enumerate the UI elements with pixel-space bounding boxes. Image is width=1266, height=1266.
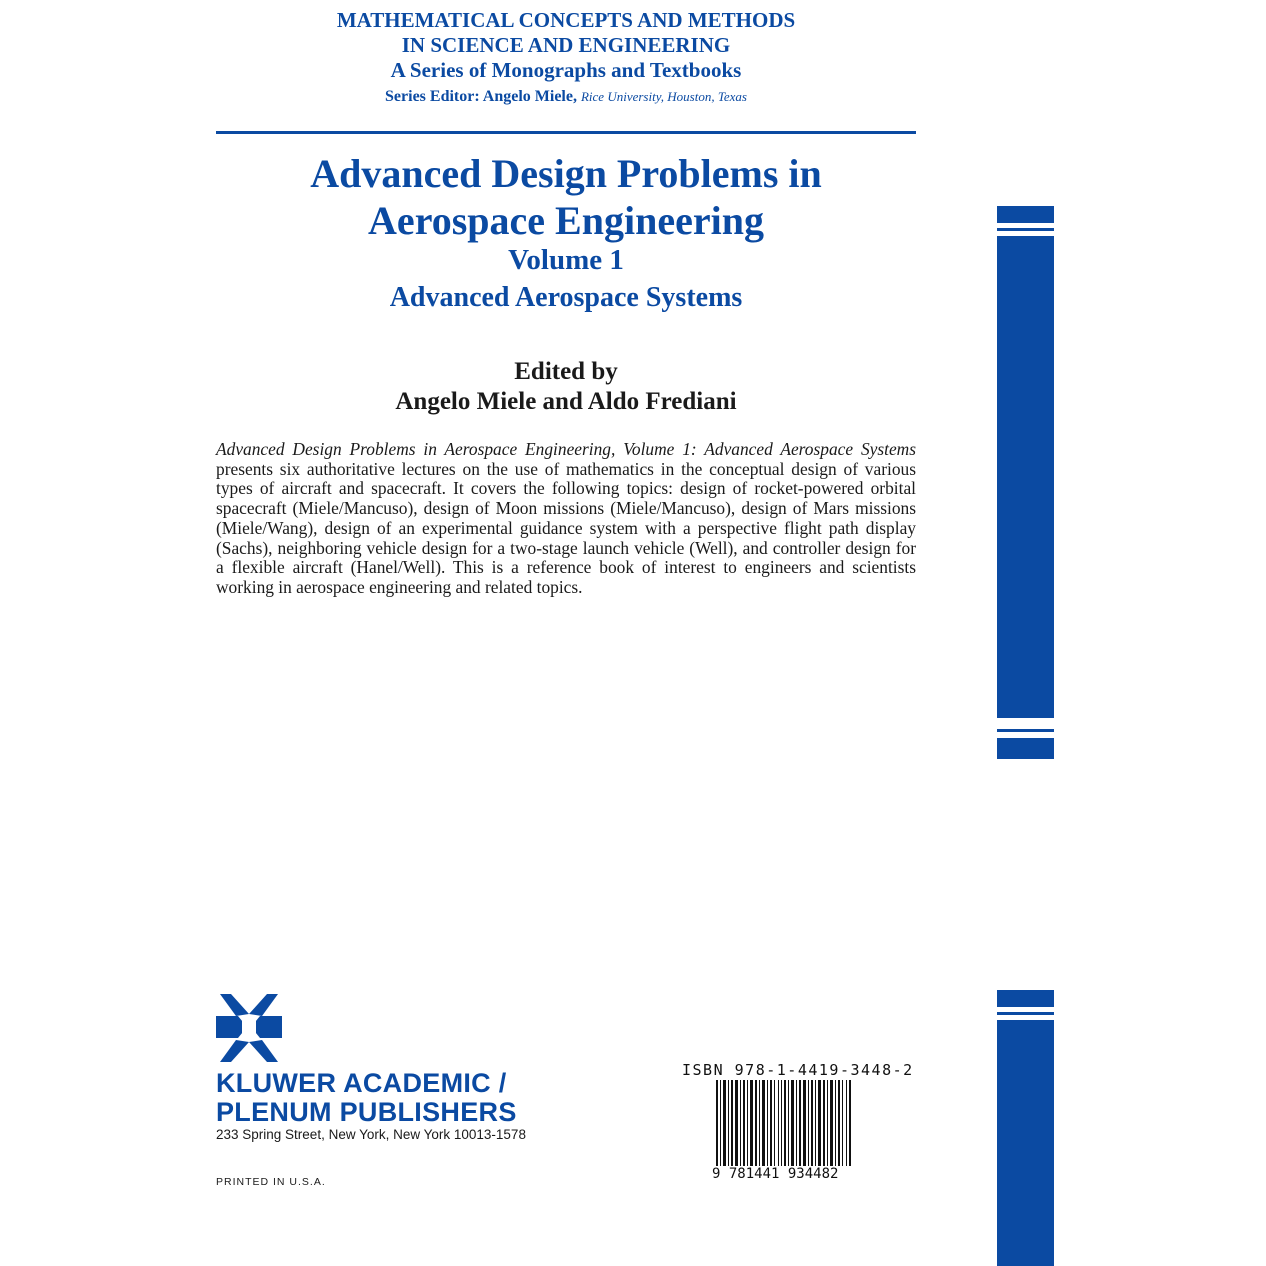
- spine-bar-bottom-main: [997, 1020, 1054, 1266]
- volume-subtitle: Advanced Aerospace Systems: [389, 282, 743, 313]
- spine-bar-top-thin: [997, 206, 1054, 223]
- spine-bar-lower-stripe: [997, 729, 1054, 732]
- barcode-icon: [712, 1080, 855, 1180]
- spine-bar-main: [997, 236, 1054, 718]
- series-editor: [216, 88, 916, 106]
- spine-bar-top-stripe: [997, 228, 1054, 231]
- edited-by-label: Edited by: [514, 358, 618, 385]
- book-description: [216, 440, 916, 598]
- book-title-line-1: Advanced Design Problems in: [310, 151, 822, 196]
- barcode-digits: 9 781441 934482: [712, 1166, 855, 1182]
- spine-bar-bottom-stripe: [997, 1012, 1054, 1015]
- spine-bar-bottom-top: [997, 990, 1054, 1007]
- spine-bar-lower-thin: [997, 738, 1054, 759]
- publisher-address: 233 Spring Street, New York, New York 10013-1578: [216, 1127, 526, 1142]
- book-title-line-2: Aerospace Engineering: [368, 198, 764, 243]
- editors-names: Angelo Miele and Aldo Frediani: [395, 388, 737, 415]
- series-editor-label: Series Editor: Angelo Miele,: [385, 88, 577, 105]
- series-subtitle: A Series of Monographs and Textbooks: [390, 58, 742, 82]
- header-divider: [216, 131, 916, 134]
- volume-label: Volume 1: [508, 244, 624, 276]
- description-italic-lead: Advanced Design Problems in Aerospace Engineering, Volume 1: Advanced Aerospace Systems: [216, 439, 916, 459]
- series-title-line-2: IN SCIENCE AND ENGINEERING: [401, 33, 731, 57]
- kluwer-logo-icon: [214, 992, 284, 1064]
- printed-in-label: PRINTED IN U.S.A.: [216, 1176, 326, 1188]
- isbn-label: ISBN 978-1-4419-3448-2: [682, 1061, 914, 1079]
- publisher-name-line-2: PLENUM PUBLISHERS: [216, 1097, 517, 1127]
- series-editor-affiliation: Rice University, Houston, Texas: [580, 89, 747, 104]
- series-title-line-1: MATHEMATICAL CONCEPTS AND METHODS: [336, 8, 796, 32]
- description-body: presents six authoritative lectures on the use of mathematics in the conceptual design of various types of aircraft and spacecraft. It covers the following topics: design of rocket-powered orbital spacecraft (Miele/Mancuso), design of Moon missions (Miele/Mancuso), design of Mars missions (Miele/Wang), design of an experimental guidance system with a perspective flight path display (Sachs), neighboring vehicle design for a two-stage launch vehicle (Well), and controller design for a flexible aircraft (Hanel/Well). This is a reference book of interest to engineers and scientists working in aerospace engineering and related topics.: [216, 458, 916, 597]
- publisher-name-line-1: KLUWER ACADEMIC /: [216, 1068, 507, 1098]
